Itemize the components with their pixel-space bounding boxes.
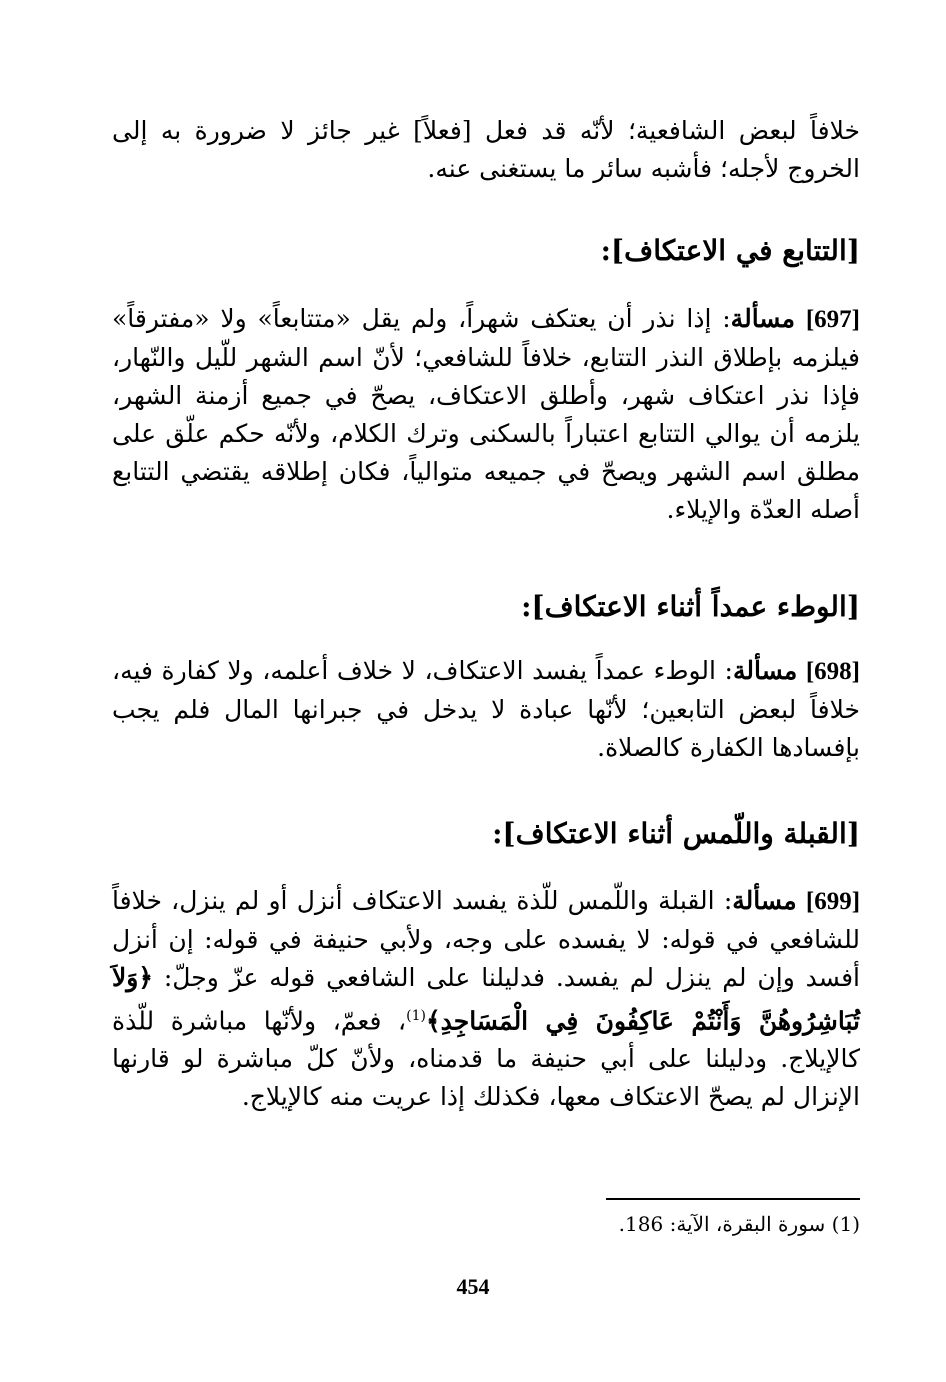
issue-number: [697] — [805, 306, 860, 333]
intro-paragraph: خلافاً لبعض الشافعية؛ لأنّه قد فعل [فعلاً] غير جائز لا ضرورة به إلى الخروج لأجله؛ فأشبه سائر ما يستغنى عنه. — [112, 116, 860, 183]
issue-text-continued: ، فعمّ، ولأنّها مباشرة للّذة كالإيلاج. ودليلنا على أبي حنيفة ما قدمناه، ولأنّ كلّ مباشرة لو قارنها الإنزال لم يصحّ الاعتكاف معها، فكذلك إذا عريت منه كالإيلاج. — [112, 1006, 860, 1112]
section-heading: [التتابع في الاعتكاف]: — [600, 234, 860, 267]
footnote — [112, 1212, 860, 1236]
page-number: 454 — [456, 1274, 490, 1299]
issue-text: : الوطء عمداً يفسد الاعتكاف، لا خلاف أعلمه، ولا كفارة فيه، خلافاً لبعض التابعين؛ لأنّها عبادة لا يدخل في جبرانها المال فلم يجب بإفسادها الكفارة كالصلاة. — [112, 656, 860, 762]
issue-number: [699] — [805, 888, 861, 915]
issue-paragraph — [112, 652, 860, 767]
issue-term: مسألة — [732, 656, 798, 685]
issue-text: : القبلة واللّمس للّذة يفسد الاعتكاف أنزل أو لم ينزل، خلافاً للشافعي في قوله: لا يفسده على وجه، ولأبي حنيفة في قوله: إن أنزل أفسد وإن لم ينزل لم يفسد. فدليلنا على الشافعي قوله عزّ وجلّ: — [112, 886, 860, 992]
footnote-reference: (1) — [406, 1008, 426, 1024]
quran-verse: ﴿وَلاَ تُبَاشِرُوهُنَّ وَأَنْتُمْ عَاكِفُونَ فِي الْمَسَاجِدِ﴾ — [112, 963, 860, 1036]
issue-paragraph — [112, 300, 860, 529]
issue-term: مسألة — [730, 304, 796, 333]
issue-number: [698] — [805, 658, 860, 685]
section-heading: [الوطء عمداً أثناء الاعتكاف]: — [521, 590, 860, 623]
issue-term: مسألة — [732, 886, 797, 915]
footnote-marker: (1) — [831, 1212, 860, 1236]
section-heading: [القبلة واللّمس أثناء الاعتكاف]: — [492, 817, 860, 850]
issue-text: : إذا نذر أن يعتكف شهراً، ولم يقل «متتابعاً» ولا «مفترقاً» فيلزمه بإطلاق النذر التتابع، خلافاً للشافعي؛ لأنّ اسم الشهر للّيل والنّهار، فإذا نذر اعتكاف شهر، وأطلق الاعتكاف، يصحّ في جميع أزمنة الشهر، يلزمه أن يوالي التتابع اعتباراً بالسكنى وترك الكلام، ولأنّه حكم علّق على مطلق اسم الشهر ويصحّ في جميعه متوالياً، فكان إطلاقه يقتضي التتابع أصله العدّة والإيلاء. — [112, 304, 860, 524]
footnote-text: سورة البقرة، الآية: 186. — [618, 1212, 826, 1236]
footnote-divider — [606, 1198, 860, 1200]
issue-paragraph — [112, 882, 860, 1116]
